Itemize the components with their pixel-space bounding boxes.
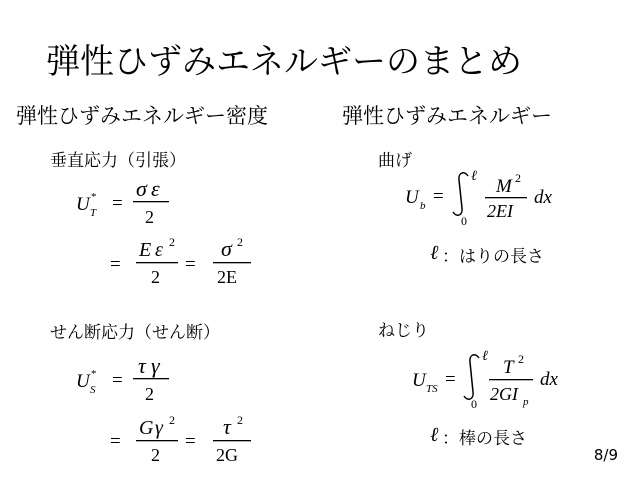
fraction-bar [133, 378, 169, 379]
square-sup: 2 [237, 235, 243, 249]
tau-symbol: τ [223, 414, 231, 439]
denominator-2ei: 2EI [487, 201, 513, 221]
upper-limit: ℓ [471, 169, 477, 184]
fraction-bar [213, 262, 251, 263]
square-sup: 2 [237, 413, 243, 427]
e-symbol: E [139, 239, 152, 261]
epsilon-symbol: ε [155, 239, 163, 261]
tension-density-formula [76, 176, 169, 227]
m-symbol: M [496, 176, 512, 197]
upper-limit: ℓ [482, 349, 488, 364]
t-symbol: T [503, 357, 514, 378]
right-heading: 弾性ひずみエネルギー [342, 104, 552, 128]
star-sup: * [91, 368, 97, 380]
sigma-symbol: σ [136, 176, 147, 201]
s-sub: S [90, 384, 96, 396]
tension-label: 垂直応力（引張） [50, 151, 186, 171]
torsion-note: ：棒の長さ [442, 429, 527, 449]
square-sup: 2 [515, 171, 521, 185]
integral-sign [453, 173, 468, 215]
ell-symbol: ℓ [430, 424, 439, 446]
sigma-symbol: σ [221, 236, 232, 261]
equals-sign: = [433, 186, 444, 207]
fraction-bar [136, 440, 178, 441]
gamma-symbol: γ [155, 417, 163, 439]
equals-sign: = [445, 369, 456, 390]
equals-sign: = [110, 254, 121, 275]
epsilon-symbol: ε [151, 176, 160, 201]
fraction-bar [213, 440, 251, 441]
ell-symbol: ℓ [430, 242, 439, 264]
fraction-bar [489, 379, 533, 380]
lower-limit: 0 [461, 214, 467, 228]
t-sub: T [90, 207, 97, 219]
denominator-two: 2 [145, 207, 154, 227]
g-symbol: G [139, 417, 154, 439]
equals-sign: = [112, 370, 123, 391]
equals-sign: = [112, 193, 123, 214]
dx-symbol: dx [534, 187, 552, 208]
bending-label: 曲げ [378, 151, 412, 171]
u-symbol: U [76, 371, 90, 392]
b-sub: b [420, 200, 426, 212]
denominator-2g: 2G [216, 445, 238, 465]
ts-sub: TS [426, 383, 438, 395]
tau-symbol: τ [138, 353, 146, 378]
u-symbol: U [76, 194, 90, 215]
shear-density-formula-2 [110, 413, 251, 465]
shear-label: せん断応力（せん断） [50, 323, 220, 343]
fraction-bar [485, 197, 527, 198]
page-title: 弾性ひずみエネルギーのまとめ [46, 42, 522, 82]
u-symbol: U [412, 370, 426, 391]
square-sup: 2 [169, 235, 175, 249]
equals-sign: = [185, 431, 196, 452]
tension-density-formula-2 [110, 235, 251, 287]
torsion-energy-formula [412, 349, 559, 411]
square-sup: 2 [169, 413, 175, 427]
denominator-2gi: 2GI [490, 384, 518, 404]
gamma-symbol: γ [151, 353, 160, 378]
equals-sign: = [110, 431, 121, 452]
fraction-bar [133, 201, 169, 202]
left-heading: 弾性ひずみエネルギー密度 [16, 104, 268, 128]
fraction-bar [136, 262, 178, 263]
denominator-2e: 2E [217, 267, 237, 287]
star-sup: * [91, 191, 97, 203]
p-sub: p [523, 396, 529, 408]
torsion-label: ねじり [378, 321, 429, 341]
lower-limit: 0 [471, 397, 477, 411]
denominator-two: 2 [151, 445, 160, 465]
square-sup: 2 [518, 352, 524, 366]
page-number: 8/9 [593, 446, 618, 464]
bending-energy-formula [405, 169, 553, 228]
dx-symbol: dx [540, 369, 558, 390]
denominator-two: 2 [151, 267, 160, 287]
equals-sign: = [185, 254, 196, 275]
denominator-two: 2 [145, 384, 154, 404]
bending-note: ：はりの長さ [442, 247, 544, 267]
shear-density-formula [76, 353, 169, 404]
u-symbol: U [405, 187, 419, 208]
integral-sign [464, 355, 479, 399]
